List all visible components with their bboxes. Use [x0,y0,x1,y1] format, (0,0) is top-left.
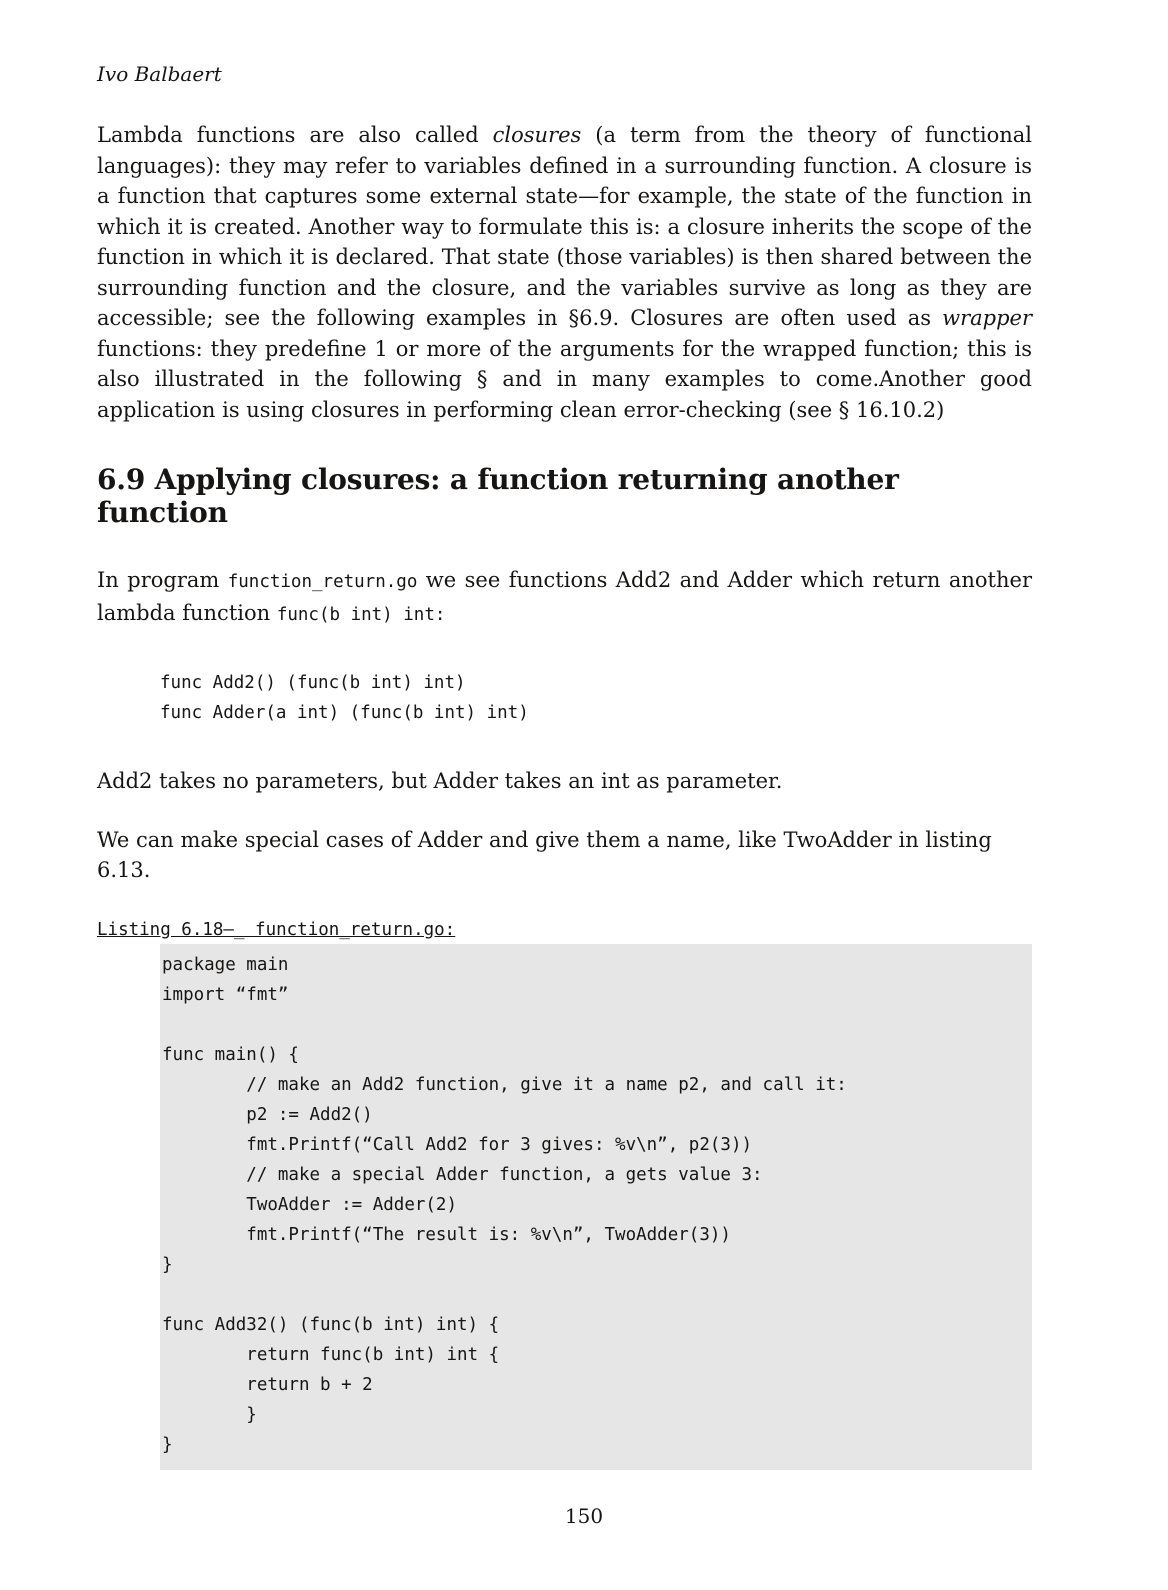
code-line: // make an Add2 function, give it a name p2, and call it: [162,1074,847,1095]
program-intro-text-2: we see functions Add2 and Adder which return another lambda function [97,568,1032,625]
listing-caption: Listing 6.18—_ function_return.go: [97,919,456,940]
paragraph-special-cases: We can make special cases of Adder and give them a name, like TwoAdder in listing 6.13. [97,827,992,882]
code-line: } [162,1254,173,1275]
code-line: p2 := Add2() [162,1104,373,1125]
code-line: TwoAdder := Adder(2) [162,1194,458,1215]
intro-text-2: (a term from the theory of functional languages): they may refer to variables defined in a surrounding function. A closure is a function that captures some external state—for example, the state of the function in which it is created. Another way to formulate this is: a closure inherits the scope of the function in which it is declared. That state (those variables) is then shared between the surrounding function and the closure, and the variables survive as long as they are accessible; see the following examples in §6.9. Closures are often used as [97,123,1033,330]
section-heading: 6.9 Applying closures: a function returning another function [97,463,899,529]
code-line: fmt.Printf(“The result is: %v\n”, TwoAdder(3)) [162,1224,731,1245]
code-line: func Add2() (func(b int) int) [160,673,466,693]
code-line: return b + 2 [162,1374,373,1395]
inline-code-filename: function_return.go [227,572,418,592]
inline-code-signature: func(b int) int: [276,604,446,625]
intro-paragraph [97,120,1032,425]
code-line: return func(b int) int { [162,1344,500,1365]
intro-text-3: functions: they predefine 1 or more of the arguments for the wrapped function; this is also illustrated in the following § and in many examples to come.Another good application is using closures in performing clean error-checking (see § 16.10.2) [97,336,1032,422]
program-intro-text-1: In program [97,568,228,592]
code-line [162,1010,1032,1040]
code-line: import “fmt” [162,984,289,1005]
paragraph-add2-note: Add2 takes no parameters, but Adder takes an int as parameter. [97,769,783,793]
function-signatures-code-block [160,668,1032,728]
code-line: fmt.Printf(“Call Add2 for 3 gives: %v\n”, p2(3)) [162,1134,753,1155]
program-intro-paragraph [97,565,1032,630]
running-header-author: Ivo Balbaert [97,62,222,86]
code-line: func Add32() (func(b int) int) { [162,1314,500,1335]
code-line: func main() { [162,1044,299,1065]
page-number: 150 [564,1503,604,1528]
code-line: } [162,1434,173,1455]
code-line: // make a special Adder function, a gets value 3: [162,1164,763,1185]
closures-italic-term: closures [492,123,582,147]
listing-code-block [160,944,1032,1470]
wrapper-italic-term: wrapper [942,306,1032,330]
intro-text-1: Lambda functions are also called [97,123,493,147]
code-line: func Adder(a int) (func(b int) int) [160,703,529,723]
code-line [162,1280,1032,1310]
code-line: package main [162,954,289,975]
code-line: } [162,1404,257,1425]
